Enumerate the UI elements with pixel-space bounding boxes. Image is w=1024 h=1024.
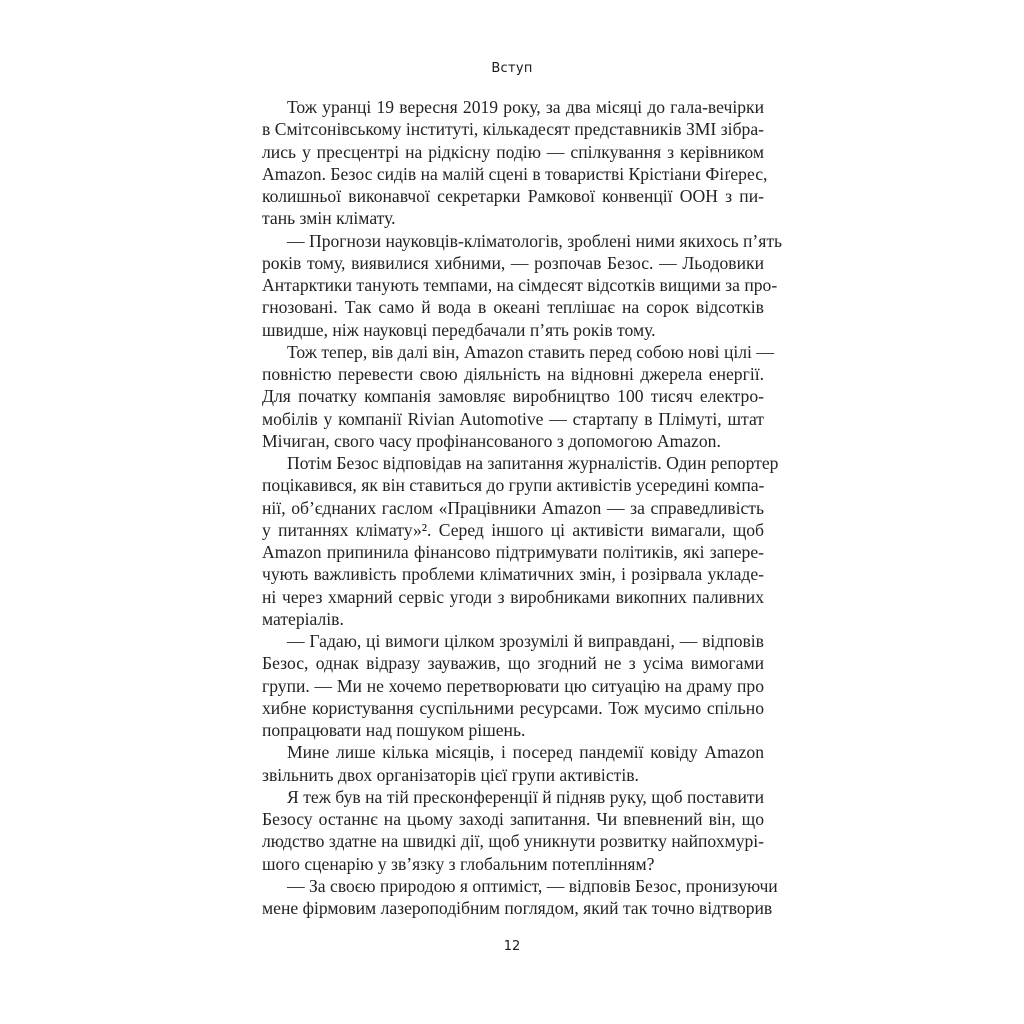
text-line: поцікавився, як він ставиться до групи активістів усередині компа- [262, 475, 765, 496]
text-line: Тож уранці 19 вересня 2019 року, за два місяці до гала-вечірки [287, 97, 764, 117]
text-line: в Смітсонівському інституті, кількадесят представників ЗМІ зібра- [262, 119, 764, 140]
text-line: чують важливість проблеми кліматичних змін, і розірвала укладе- [262, 564, 764, 585]
text-line: швидше, ніж науковці передбачали п’ять років тому. [262, 319, 656, 340]
text-line: Безос, однак відразу зауважив, що згодний не з усіма вимогами [262, 653, 764, 674]
text-line: Amazon. Безос сидів на малій сцені в товаристві Крістіани Фіґерес, [262, 163, 768, 184]
text-line: хибне користування суспільними ресурсами. Тож мусимо спільно [262, 697, 764, 718]
text-line: попрацювати над пошуком рішень. [262, 720, 526, 740]
text-line: Для початку компанія замовляє виробництво 100 тисяч електро- [262, 386, 764, 407]
text-line: повністю перевести свою діяльність на відновні джерела енергії. [262, 364, 764, 384]
text-line: матеріалів. [262, 608, 344, 629]
text-line: Тож тепер, вів далі він, Amazon ставить перед собою нові цілі — [287, 341, 774, 362]
text-line: — Прогнози науковців-кліматологів, зроблені ними якихось п’ять [287, 230, 783, 251]
text-line: мобілів у компанії Rivian Automotive — стартапу в Плімуті, штат [262, 408, 764, 429]
page-number: 12 [503, 939, 521, 954]
text-line: Антарктики танують темпами, на сімдесят відсотків вищими за про- [262, 275, 778, 295]
text-line: Безосу останнє на цьому заході запитання. Чи впевнений він, що [262, 809, 764, 829]
text-line: Amazon припинила фінансово підтримувати політиків, які запере- [262, 542, 764, 562]
text-line: колишньої виконавчої секретарки Рамкової конвенції ООН з пи- [262, 186, 764, 206]
text-line: років тому, виявилися хибними, — розпочав Безос. — Льодовики [262, 252, 764, 273]
text-line: мене фірмовим лазероподібним поглядом, який так точно відтворив [262, 898, 773, 918]
text-line: ні через хмарний сервіс угоди з виробниками викопних паливних [262, 586, 764, 607]
text-line: Мине лише кілька місяців, і посеред пандемії ковіду Amazon [287, 742, 764, 763]
text-line: нії, об’єднаних гаслом «Працівники Amazon — за справедливість [262, 497, 764, 518]
text-line: Мічиган, свого часу профінансованого з допомогою Amazon. [262, 430, 721, 451]
text-line: гнозовані. Так само й вода в океані теплішає на сорок відсотків [262, 297, 764, 318]
text-line: Я теж був на тій пресконференції й підняв руку, щоб поставити [287, 786, 764, 807]
text-line: людство здатне на швидкі дії, щоб уникнути розвитку найпохмурі- [262, 831, 765, 852]
text-line: у питаннях клімату»². Серед іншого ці активісти вимагали, щоб [262, 519, 764, 540]
body-text [262, 96, 783, 919]
text-line: лись у пресцентрі на рідкісну подію — спілкування з керівником [262, 141, 764, 162]
text-line: тань змін клімату. [262, 208, 396, 229]
text-line: звільнить двох організаторів цієї групи активістів. [262, 764, 639, 785]
text-line: — За своєю природою я оптиміст, — відповів Безос, пронизуючи [287, 875, 778, 896]
text-line: Потім Безос відповідав на запитання журналістів. Один репортер [287, 453, 779, 473]
text-line: — Гадаю, ці вимоги цілком зрозумілі й виправдані, — відповів [287, 631, 764, 651]
text-line: шого сценарію у зв’язку з глобальним потеплінням? [262, 853, 655, 874]
text-line: групи. — Ми не хочемо перетворювати цю ситуацію на драму про [262, 675, 764, 696]
running-head: Вступ [491, 61, 533, 76]
